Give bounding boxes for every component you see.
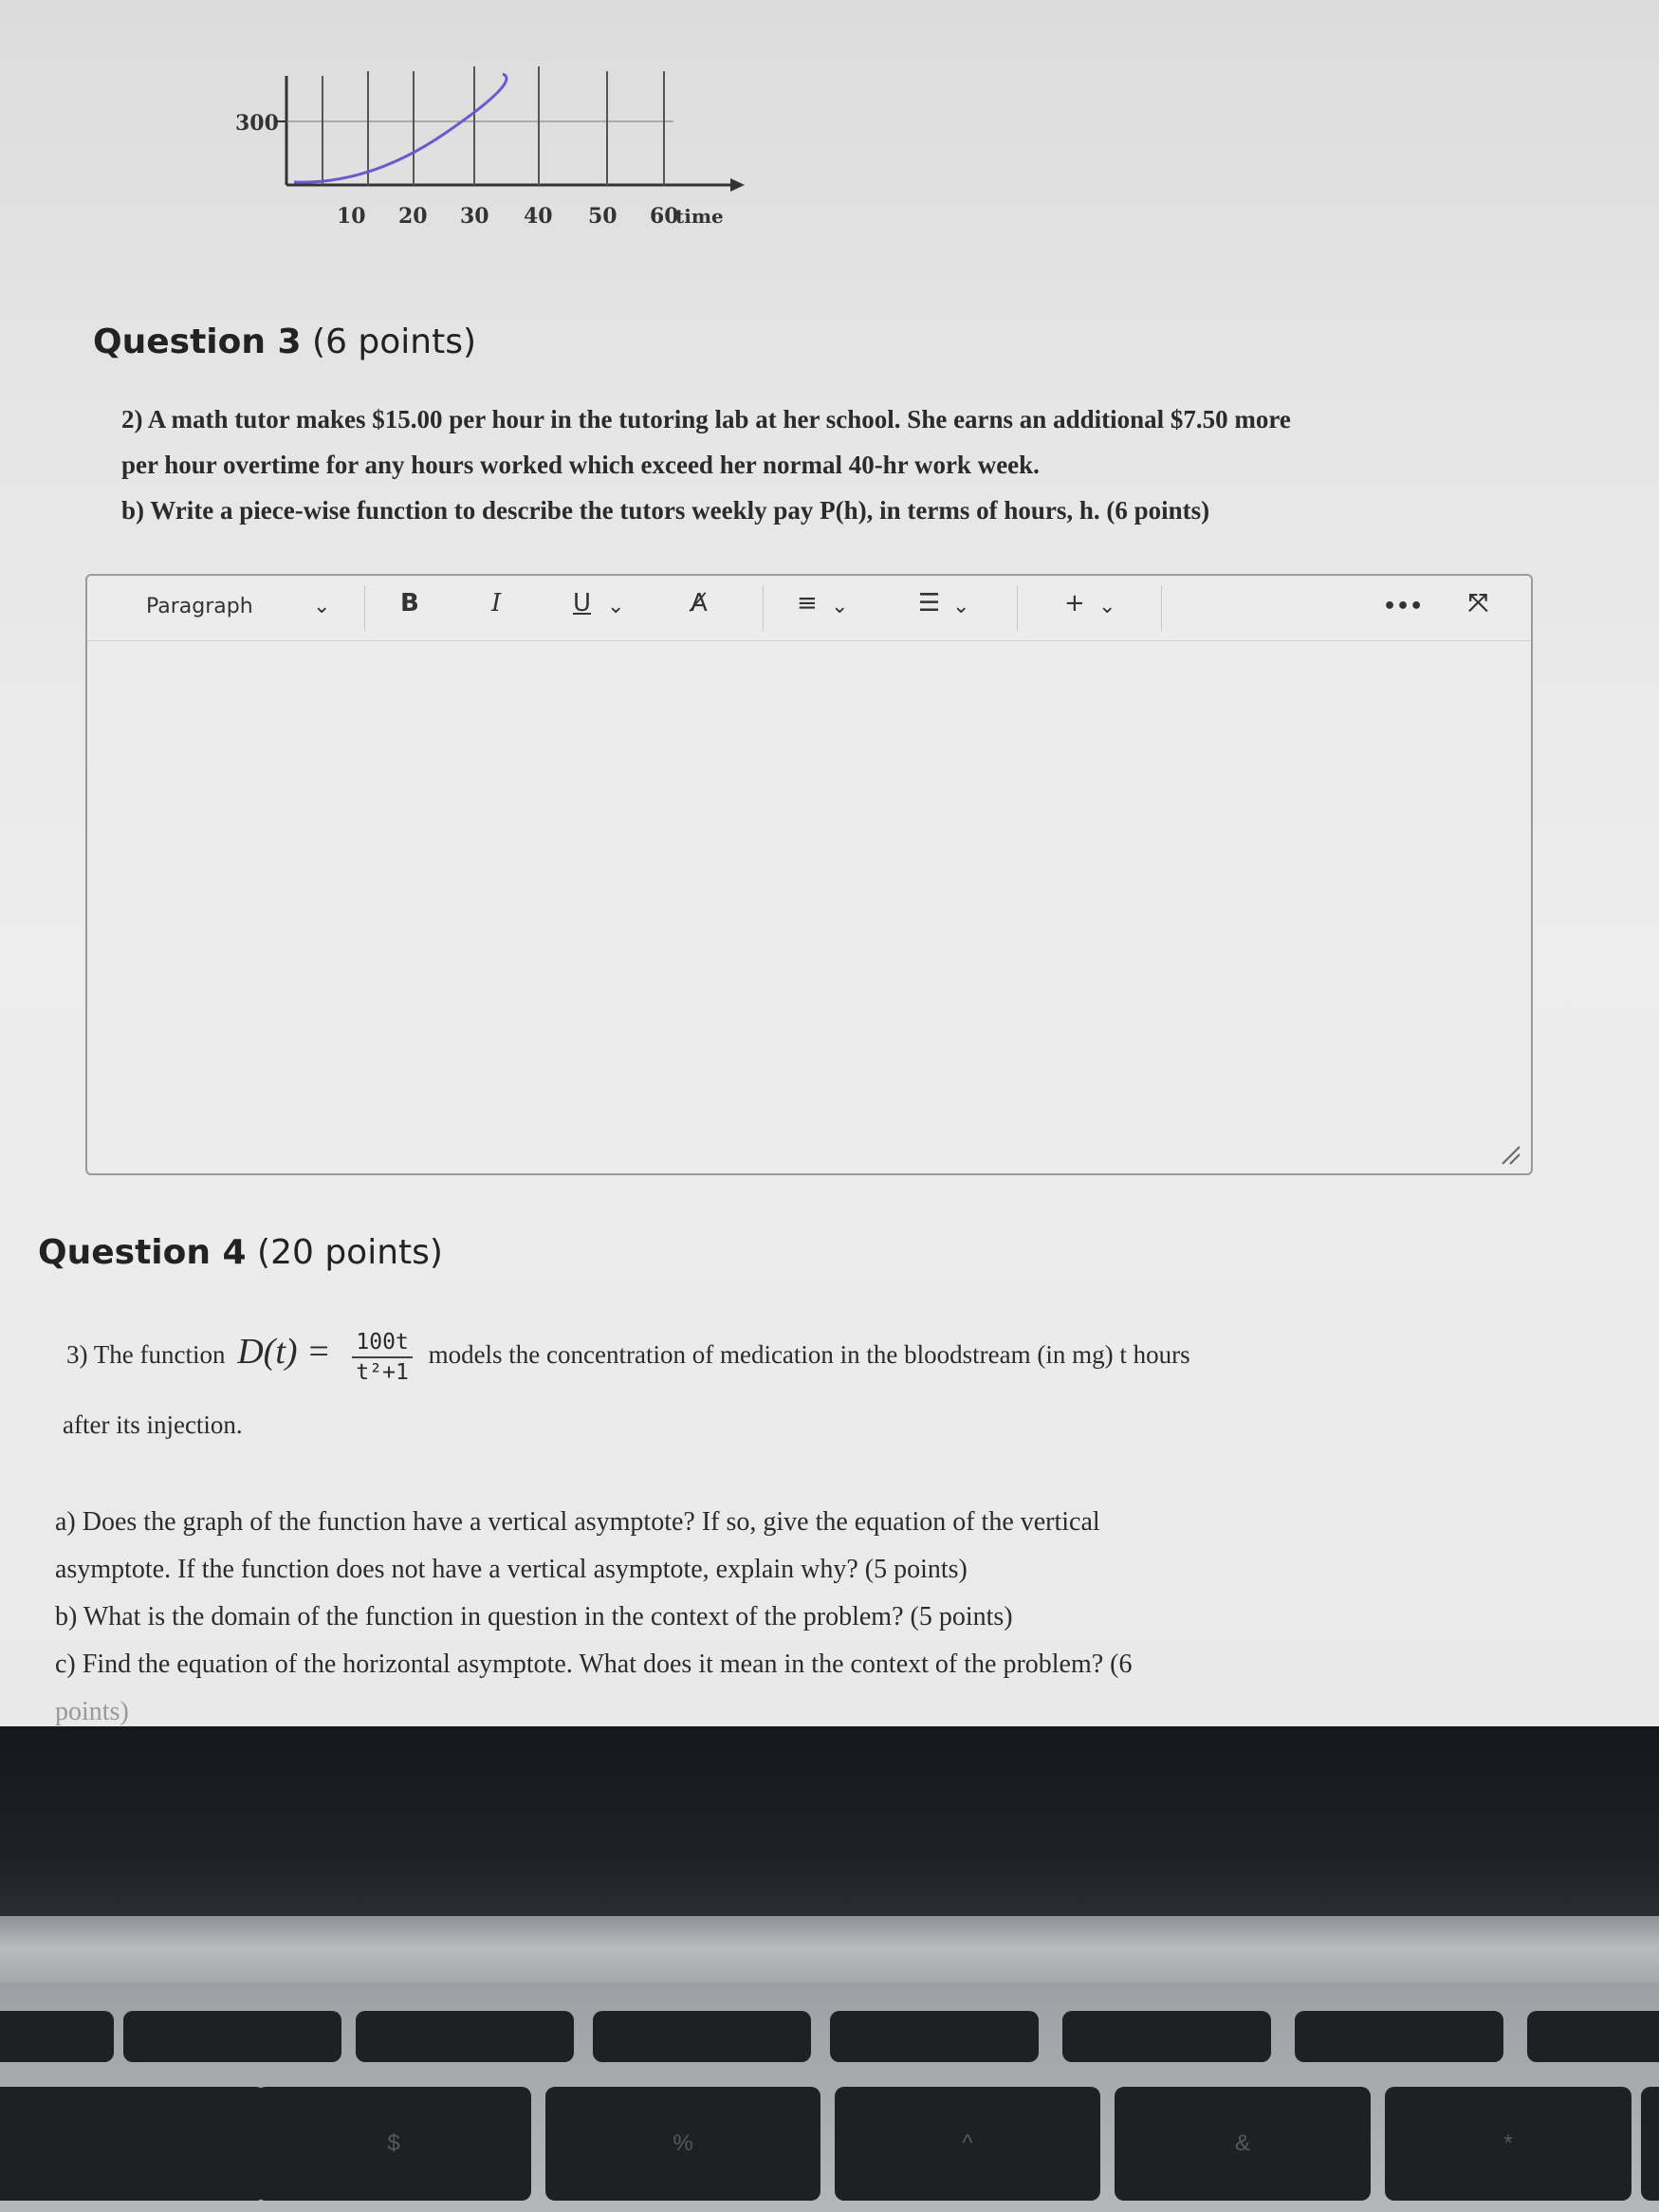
more-options-button[interactable]: ••• bbox=[1383, 595, 1424, 618]
keyboard-key: * bbox=[1385, 2087, 1631, 2201]
part-c-line: c) Find the equation of the horizontal asymptote. What does it mean in the context of the problem? (6 bbox=[55, 1650, 1133, 1679]
numerator: 100t bbox=[352, 1328, 412, 1358]
function-key bbox=[593, 2011, 811, 2062]
editor-content-area[interactable] bbox=[87, 642, 1531, 1154]
question-3-text bbox=[121, 396, 1291, 533]
intro-suffix: models the concentration of medication in the bloodstream (in mg) t hours bbox=[428, 1340, 1190, 1370]
question-points: (6 points) bbox=[312, 323, 477, 361]
x-tick-label: 60 bbox=[650, 204, 679, 229]
function-key bbox=[1062, 2011, 1271, 2062]
chevron-down-icon[interactable]: ⌄ bbox=[831, 595, 849, 618]
keyboard-key bbox=[1641, 2087, 1659, 2201]
x-tick-label: 10 bbox=[337, 204, 366, 229]
question-points: (20 points) bbox=[257, 1233, 443, 1272]
question-title: Question 3 bbox=[93, 323, 302, 361]
question-3-heading bbox=[93, 323, 476, 361]
function-key bbox=[830, 2011, 1039, 2062]
function-key bbox=[0, 2011, 114, 2062]
chevron-down-icon[interactable]: ⌄ bbox=[952, 595, 970, 618]
insert-plus-icon[interactable]: + bbox=[1064, 589, 1085, 618]
function-key bbox=[356, 2011, 574, 2062]
editor-toolbar bbox=[87, 576, 1531, 641]
fraction bbox=[352, 1328, 412, 1387]
resize-handle-icon[interactable] bbox=[1497, 1141, 1521, 1166]
italic-button[interactable]: I bbox=[491, 589, 502, 618]
keyboard-key: ^ bbox=[835, 2087, 1100, 2201]
function-key bbox=[1527, 2011, 1659, 2062]
question-4-heading bbox=[38, 1233, 443, 1272]
function-key bbox=[123, 2011, 341, 2062]
function-key bbox=[1295, 2011, 1503, 2062]
function-name: D(t) = bbox=[237, 1332, 331, 1373]
x-tick-label: 30 bbox=[460, 204, 489, 229]
x-tick-label: 50 bbox=[588, 204, 618, 229]
question-line: per hour overtime for any hours worked which exceed her normal 40-hr work week. bbox=[121, 451, 1040, 479]
question-line: 2) A math tutor makes $15.00 per hour in the tutoring lab at her school. She earns an additional $7.50 more bbox=[121, 405, 1291, 433]
graph-fragment bbox=[228, 57, 759, 247]
part-b-line: b) What is the domain of the function in question in the context of the problem? (5 points) bbox=[55, 1602, 1013, 1631]
question-line: b) Write a piece-wise function to describe the tutors weekly pay P(h), in terms of hours, h. (6 points) bbox=[121, 496, 1210, 525]
keyboard-key: % bbox=[545, 2087, 820, 2201]
denominator: t²+1 bbox=[356, 1360, 409, 1385]
chevron-down-icon[interactable]: ⌄ bbox=[313, 595, 331, 618]
bold-button[interactable]: B bbox=[400, 589, 419, 618]
question-4-parts bbox=[55, 1499, 1133, 1726]
keyboard-key: $ bbox=[256, 2087, 531, 2201]
intro-prefix: 3) The function bbox=[66, 1340, 226, 1370]
question-title: Question 4 bbox=[38, 1233, 247, 1272]
part-a-line: a) Does the graph of the function have a vertical asymptote? If so, give the equation of the vertical bbox=[55, 1507, 1100, 1537]
keyboard bbox=[0, 1982, 1659, 2212]
align-left-icon[interactable]: ≡ bbox=[797, 589, 818, 618]
chevron-down-icon[interactable]: ⌄ bbox=[1098, 595, 1116, 618]
laptop-hinge bbox=[0, 1916, 1659, 1982]
question-4-intro bbox=[66, 1328, 1190, 1387]
x-axis-arrow bbox=[730, 178, 745, 192]
x-tick-label: 40 bbox=[524, 204, 553, 229]
underline-button[interactable]: U bbox=[573, 589, 592, 618]
fullscreen-icon[interactable]: ⤧ bbox=[1468, 589, 1488, 618]
question-line: after its injection. bbox=[63, 1410, 243, 1439]
text-color-icon[interactable]: A̸ bbox=[691, 589, 708, 618]
keyboard-key: & bbox=[1115, 2087, 1371, 2201]
x-tick-label: 20 bbox=[398, 204, 428, 229]
chevron-down-icon[interactable]: ⌄ bbox=[607, 595, 625, 618]
answer-editor bbox=[85, 574, 1533, 1175]
y-tick-label: 300 bbox=[235, 111, 279, 136]
laptop-bezel bbox=[0, 1726, 1659, 1916]
x-axis-label: time bbox=[675, 205, 724, 228]
part-c-line: points) bbox=[55, 1697, 129, 1726]
paragraph-format-select[interactable]: Paragraph bbox=[146, 595, 253, 618]
list-icon[interactable]: ☰ bbox=[918, 589, 941, 618]
keyboard-key bbox=[0, 2087, 266, 2201]
part-a-line: asymptote. If the function does not have a vertical asymptote, explain why? (5 points) bbox=[55, 1555, 968, 1584]
